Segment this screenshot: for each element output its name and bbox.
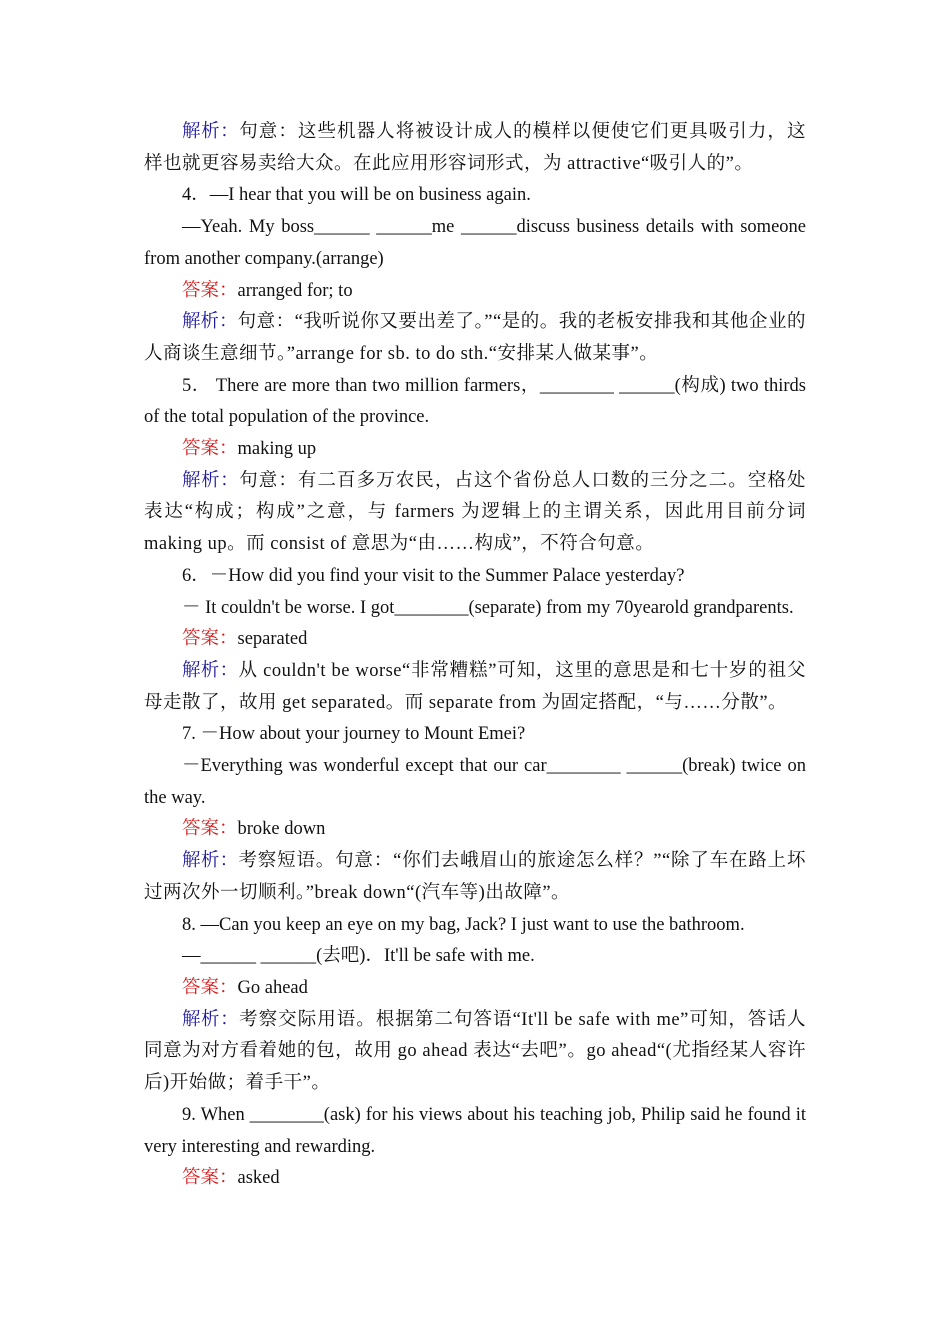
answer-text: asked [237,1168,280,1189]
answer-label: 答案： [182,819,238,840]
analysis-label: 解析： [182,312,238,333]
analysis-label: 解析： [182,470,240,491]
analysis-paragraph [144,466,806,561]
question-line: － It couldn't be worse. I got________(separate) from my 70yearold grandparents. [182,597,794,618]
question-line: 9. When ________(ask) for his views about his teaching job, Philip said he found it very interesting and rewarding. [144,1104,806,1157]
answer-label: 答案： [182,439,238,460]
analysis-text: 考察交际用语。根据第二句答语“It'll be safe with me”可知，答话人同意为对方看着她的包，故用 go ahead 表达“去吧”。go ahead“(尤指经某人容许后)开始做；着手干”。 [144,1009,806,1094]
answer-paragraph [144,1163,806,1195]
analysis-label: 解析： [182,851,239,872]
analysis-label: 解析： [182,122,240,142]
analysis-text: 从 couldn't be worse“非常糟糕”可知，这里的意思是和七十岁的祖父母走散了，故用 get separated。而 separate from 为固定搭配，“与……分散”。 [144,660,806,713]
answer-paragraph [144,814,806,846]
answer-text: separated [237,629,308,650]
answer-paragraph [144,434,806,466]
answer-text: broke down [237,819,326,840]
analysis-label: 解析： [182,660,239,681]
answer-label: 答案： [182,1168,238,1189]
answer-text: making up [237,439,317,460]
analysis-text: 考察短语。句意：“你们去峨眉山的旅途怎么样？”“除了车在路上坏过两次外一切顺利。”break down“(汽车等)出故障”。 [144,851,806,903]
analysis-text: 句意：这些机器人将被设计成人的模样以便使它们更具吸引力，这样也就更容易卖给大众。在此应用形容词形式，为 attractive“吸引人的”。 [144,122,806,174]
question-line: 5． There are more than two million farmers，________ ______(构成) two thirds of the total population of the province. [144,375,806,428]
question-line: —______ ______(去吧)．It'll be safe with me. [182,946,535,967]
analysis-paragraph [144,1005,806,1100]
question-line: 7. －How about your journey to Mount Emei? [182,724,526,745]
question-line: 4．—I hear that you will be on business again. [182,185,531,206]
answer-text: Go ahead [237,977,308,998]
analysis-paragraph [144,846,806,909]
answer-label: 答案： [182,977,238,998]
analysis-paragraph [144,307,806,370]
question-line: 8. —Can you keep an eye on my bag, Jack? I just want to use the bathroom. [182,914,745,935]
answer-text: arranged for; to [237,280,353,301]
answer-paragraph [144,276,806,308]
answer-paragraph [144,973,806,1005]
analysis-paragraph [144,656,806,719]
analysis-text: 句意：“我听说你又要出差了。”“是的。我的老板安排我和其他企业的人商谈生意细节。”arrange for sb. to do sth.“安排某人做某事”。 [144,312,806,364]
analysis-paragraph [144,117,806,180]
analysis-text: 句意：有二百多万农民，占这个省份总人口数的三分之二。空格处表达“构成；构成”之意，与 farmers 为逻辑上的主谓关系，因此用目前分词 making up。而 consist of 意思为“由……构成”，不符合句意。 [144,470,806,555]
answer-label: 答案： [182,629,238,650]
question-line: —Yeah. My boss______ ______me ______discuss business details with someone from another company.(arrange) [144,217,806,269]
question-line: 6．－How did you find your visit to the Summer Palace yesterday? [182,565,685,586]
answer-paragraph [144,624,806,656]
analysis-label: 解析： [182,1009,240,1030]
answer-label: 答案： [182,280,238,301]
question-line: －Everything was wonderful except that our car________ ______(break) twice on the way. [144,756,806,808]
